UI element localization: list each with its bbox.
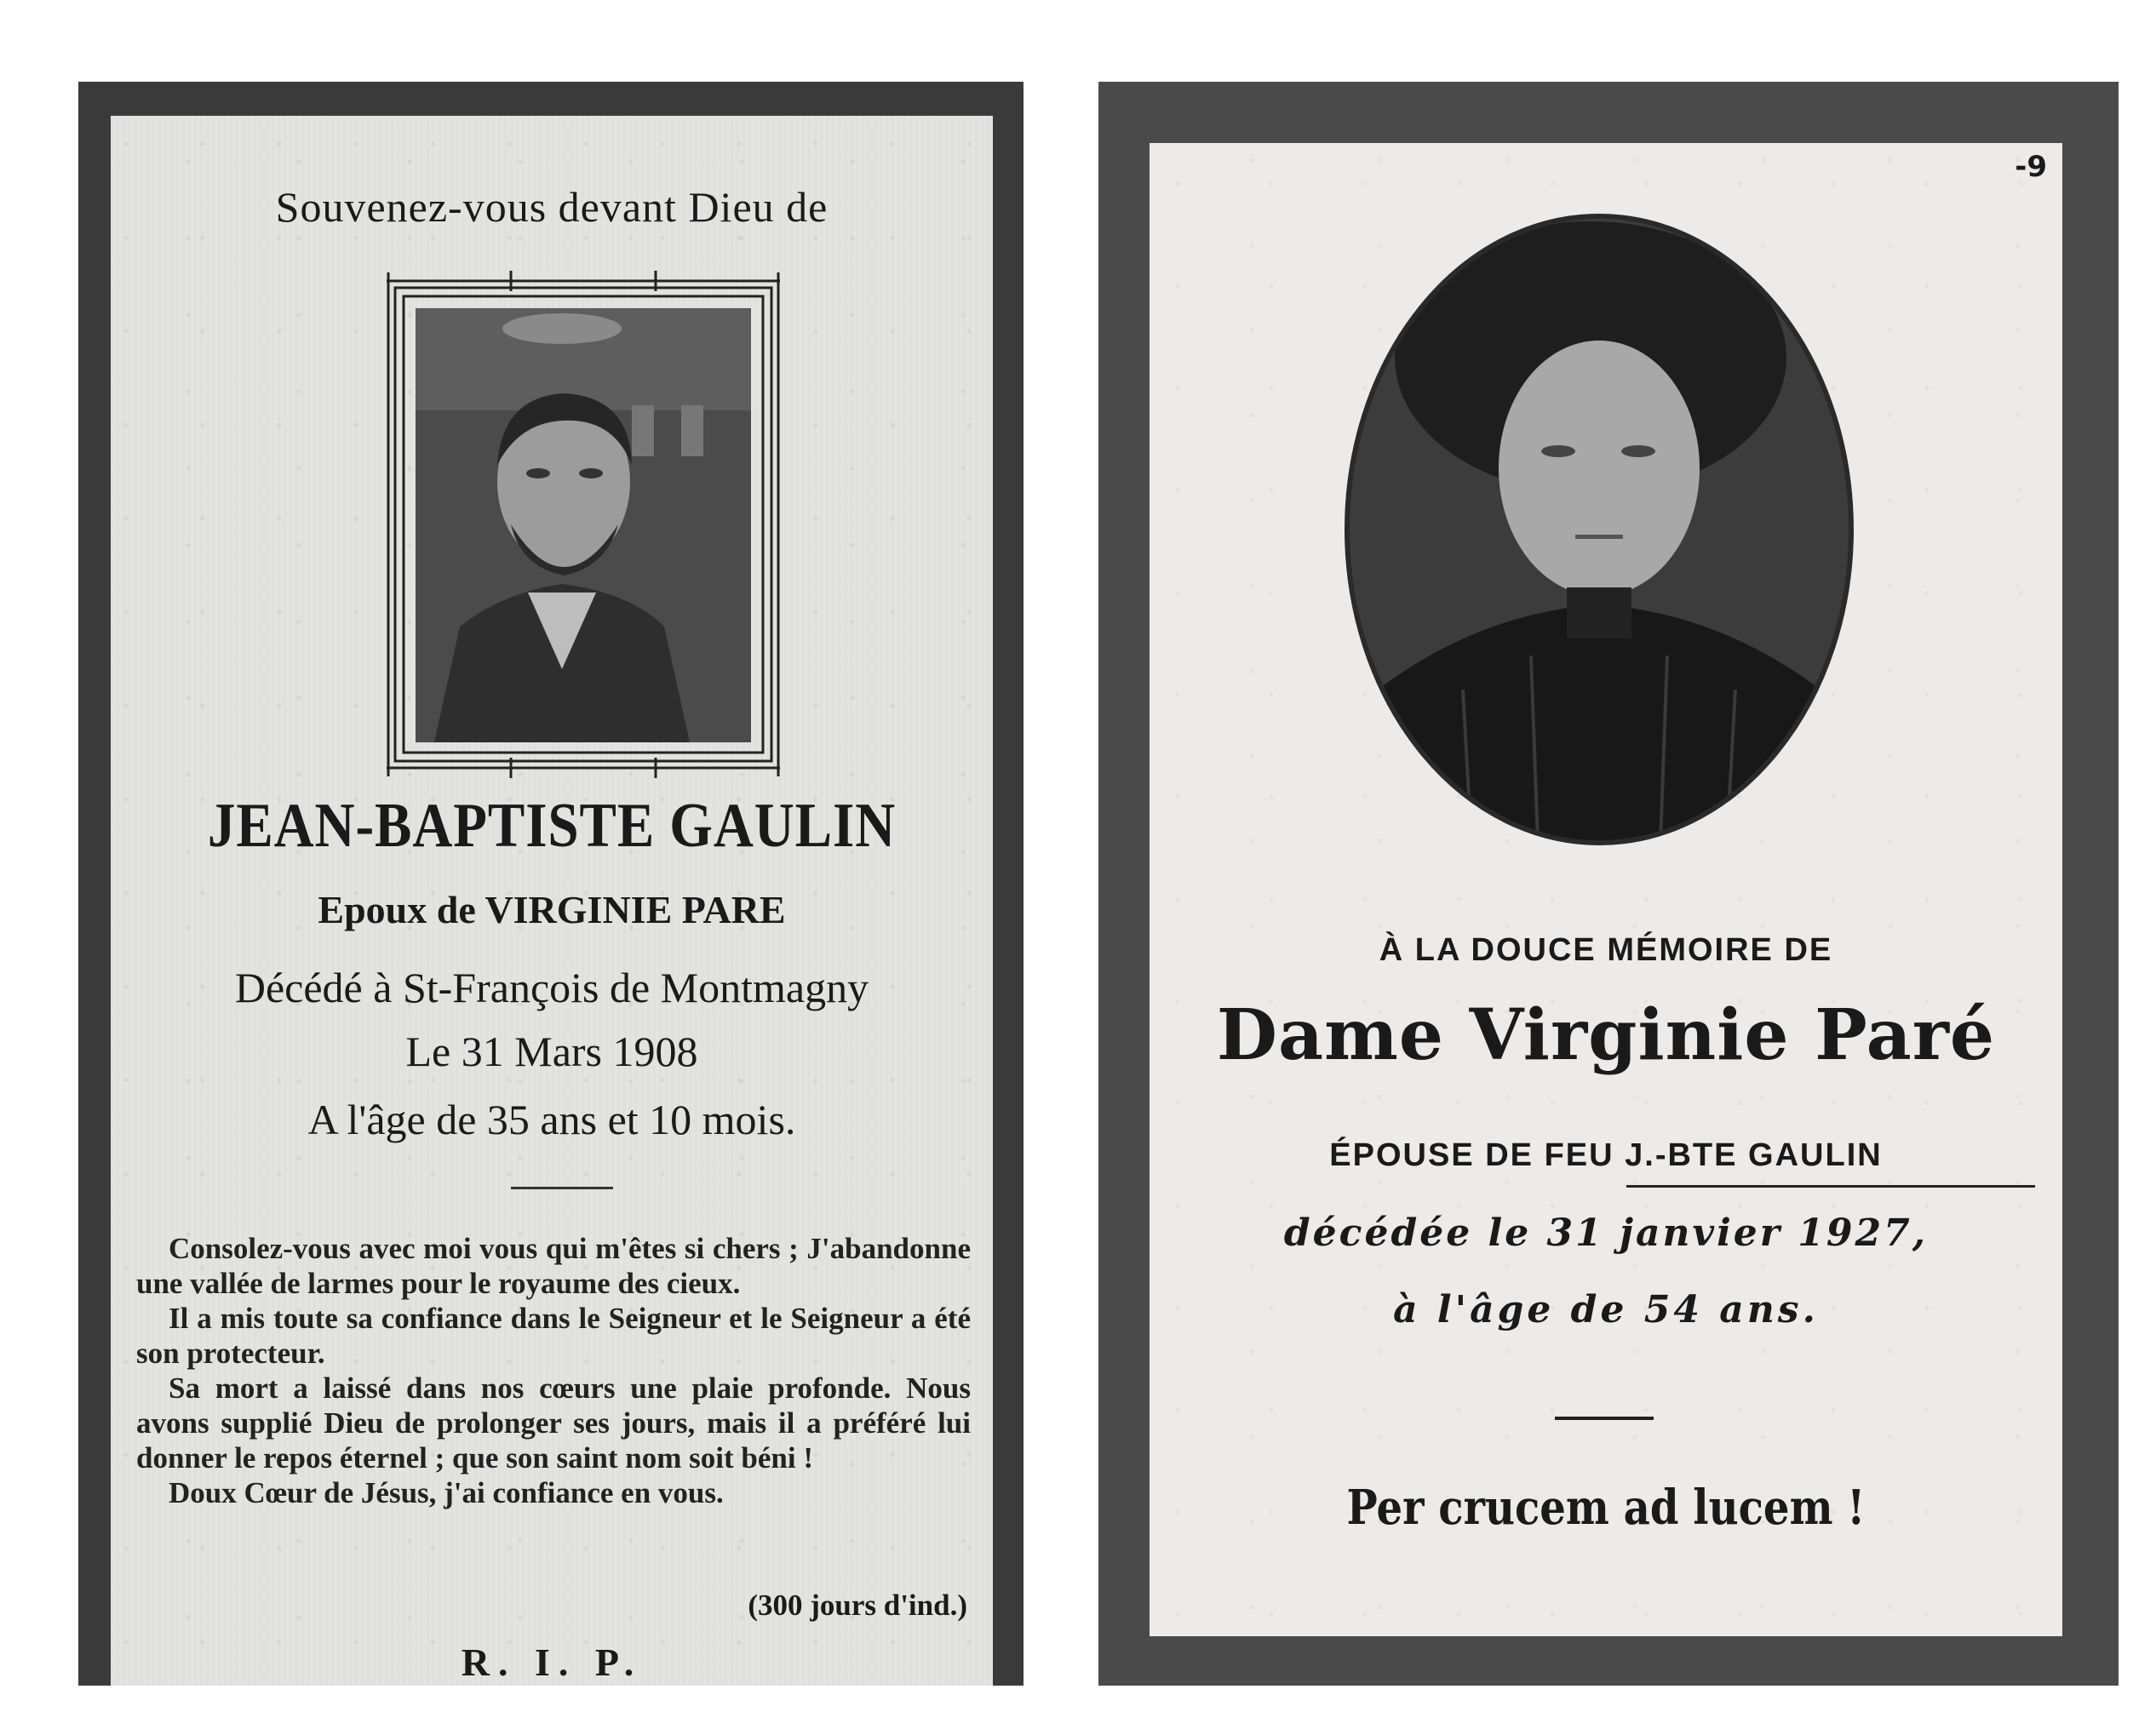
spouse-line: Epoux de VIRGINIE PARE (318, 888, 786, 931)
death-date: décédée le 31 janvier 1927, (1283, 1211, 1929, 1255)
portrait-photo-woman (1344, 213, 1855, 846)
memory-heading: À LA DOUCE MÉMOIRE DE (1379, 932, 1833, 968)
deceased-name: JEAN-BAPTISTE GAULIN (207, 791, 897, 861)
portrait-photo-man (383, 269, 783, 780)
divider-line (1555, 1417, 1654, 1420)
underline-rule (1626, 1185, 2035, 1188)
prayer-paragraph: Doux Cœur de Jésus, j'ai confiance en vous. (169, 1476, 724, 1509)
memorial-card-virginie-pare (1098, 82, 2119, 1686)
age-at-death: A l'âge de 35 ans et 10 mois. (307, 1096, 796, 1143)
prayer-paragraph: Consolez-vous avec moi vous qui m'êtes si chers ; J'abandonne une vallée de larmes pour le royaume des cieux. (136, 1232, 971, 1300)
prayer-paragraph: Sa mort a laissé dans nos cœurs une plaie profonde. Nous avons supplié Dieu de prolonger ses jours, mais il a préféré lui donner le repos éternel ; que son saint nom soit béni ! (136, 1371, 971, 1474)
latin-motto: Per crucem ad lucem ! (1346, 1480, 1866, 1536)
prayer-paragraph: Il a mis toute sa confiance dans le Seigneur et le Seigneur a été son protecteur. (136, 1302, 971, 1370)
death-place: Décédé à St-François de Montmagny (234, 964, 869, 1011)
deceased-name: Dame Virginie Paré (1216, 994, 1996, 1076)
card-heading: Souvenez-vous devant Dieu de (275, 183, 829, 231)
prayer-text (136, 1231, 971, 1510)
age-at-death: à l'âge de 54 ans. (1393, 1288, 1819, 1331)
corner-mark: -9 (2015, 150, 2047, 184)
card-paper (1150, 143, 2062, 1636)
rip-inscription: R. I. P. (461, 1641, 643, 1684)
indulgence-note: (300 jours d'ind.) (748, 1589, 967, 1622)
death-date: Le 31 Mars 1908 (405, 1028, 698, 1075)
spouse-line: ÉPOUSE DE FEU J.-BTE GAULIN (1329, 1137, 1883, 1173)
card-paper (111, 116, 993, 1686)
memorial-card-jean-baptiste-gaulin (78, 82, 1024, 1686)
divider-line (511, 1187, 613, 1189)
